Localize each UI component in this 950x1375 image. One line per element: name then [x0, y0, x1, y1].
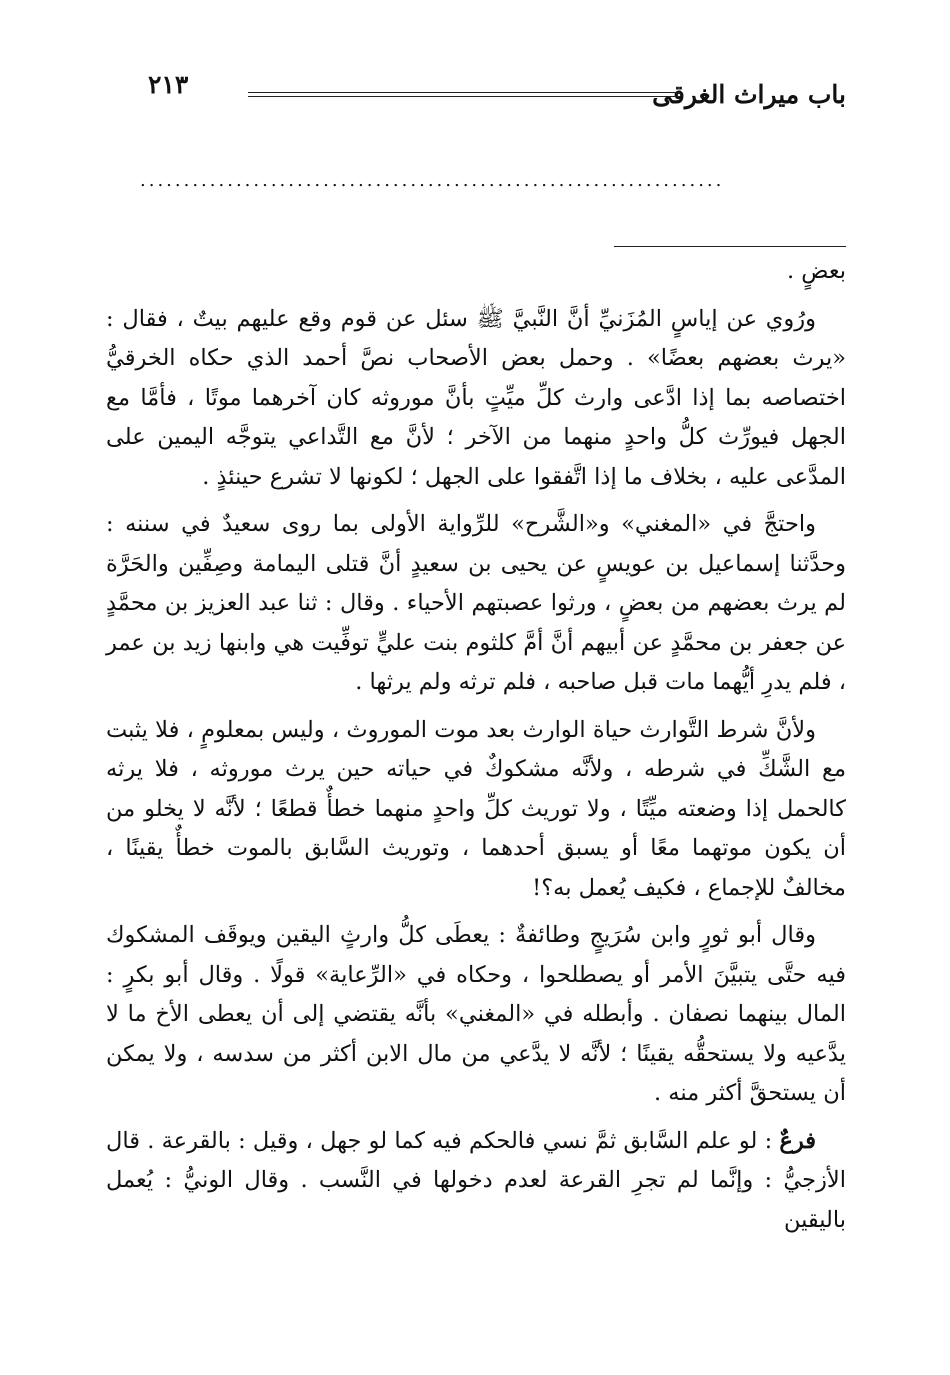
main-text: [106, 252, 846, 1248]
running-title: باب ميراث الغرقى: [652, 80, 846, 109]
paragraph: وقال أبو ثورٍ وابن سُرَيجٍ وطائفةٌ : يعطَى كلُّ وارثٍ اليقين ويوقَف المشكوك فيه حتَّى يتبيَّنَ الأمر أو يصطلحوا ، وحكاه في «الرِّعاية» قولًا . وقال أبو بكرٍ : المال بينهما نصفان . وأبطله في «المغني» بأنَّه يقتضي إلى أن يعطى الأخ ما لا يدَّعيه ولا يستحقُّه يقينًا ؛ لأنَّه لا يدَّعي من مال الابن أكثر من سدسه ، ولا يمكن أن يستحقَّ أكثر منه .: [106, 922, 846, 1106]
fara-label: فرعٌ: [779, 1127, 816, 1154]
footnote-rule: [614, 246, 846, 247]
paragraph: واحتجَّ في «المغني» و«الشَّرح» للرِّواية الأولى بما روى سعيدٌ في سننه : وحدَّثنا إسماعيل بن عويسٍ عن يحيى بن سعيدٍ أنَّ قتلى اليمامة وصِفِّين والحَرَّة لم يرث بعضهم من بعضٍ ، ورثوا عصبتهم الأحياء . وقال : ثنا عبد العزيز بن محمَّدٍ عن جعفر بن محمَّدٍ عن أبيهم أنَّ أمَّ كلثوم بنت عليٍّ توفِّيت هي وابنها زيد بن عمر ، فلم يدرِ أيُّهما مات قبل صاحبه ، فلم ترثه ولم يرثها .: [106, 511, 846, 695]
paragraph: بعضٍ .: [787, 258, 846, 284]
header-rule: [248, 92, 680, 97]
fara-text: : لو علم السَّابق ثمَّ نسي فالحكم فيه كما لو جهل ، وقيل : بالقرعة . قال الأزجيُّ : وإنَّما لم تجرِ القرعة لعدم دخولها في النَّسب . وقال الونيُّ : يُعمل باليقين: [106, 1127, 846, 1233]
paragraph: ولأنَّ شرط التَّوارث حياة الوارث بعد موت الموروث ، وليس بمعلومٍ ، فلا يثبت مع الشَّكِّ في شرطه ، ولأنَّه مشكوكٌ في حياته حين يرث موروثه ، فلا يرثه كالحمل إذا وضعته ميِّتًا ، ولا توريث كلِّ واحدٍ منهما خطأٌ قطعًا ؛ لأنَّه لا يخلو من أن يكون موتهما معًا أو يسبق أحدهما ، وتوريث السَّابق بالموت خطأٌ يقينًا ، مخالفٌ للإجماع ، فكيف يُعمل به؟!: [106, 716, 846, 901]
paragraph-fara: [106, 1122, 846, 1241]
page-number: ٢١٣: [148, 70, 189, 99]
dotted-separator: ...................................................................: [140, 170, 725, 191]
paragraph: ورُوي عن إياسٍ المُزَنيِّ أنَّ النَّبيَّ ﷺ سئل عن قوم وقع عليهم بيتٌ ، فقال : «يرث بعضهم بعضًا» . وحمل بعض الأصحاب نصَّ أحمد الذي حكاه الخرقيُّ اختصاصه بما إذا ادَّعى وارث كلِّ ميِّتٍ بأنَّ موروثه كان آخرهما موتًا ، فأمَّا مع الجهل فيورِّث كلُّ واحدٍ منهما من الآخر ؛ لأنَّ مع التَّداعي يتوجَّه اليمين على المدَّعى عليه ، بخلاف ما إذا اتَّفقوا على الجهل ؛ لكونها لا تشرع حينئذٍ .: [106, 305, 846, 490]
